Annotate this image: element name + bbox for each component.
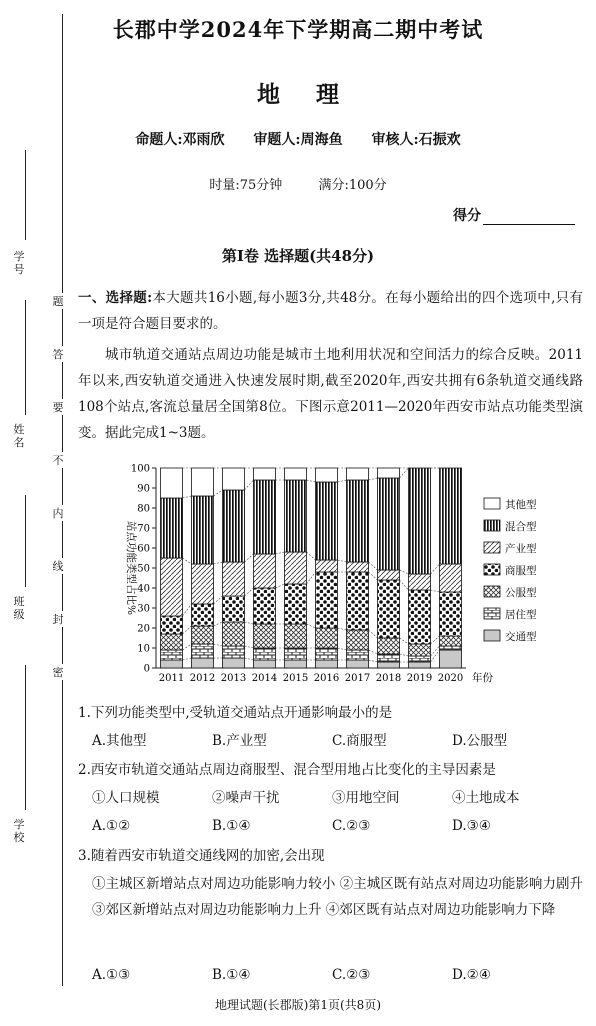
bar-segment — [161, 468, 183, 498]
seal-char: 不 — [52, 454, 64, 467]
connector-line — [338, 560, 347, 562]
margin-class-blank[interactable] — [25, 495, 26, 587]
bar-segment — [409, 468, 431, 574]
item-3: ③用地空间 — [332, 790, 400, 806]
question-2-items — [92, 785, 582, 811]
part-title: 第Ⅰ卷 选择题(共48分) — [221, 247, 375, 265]
bar-segment — [378, 570, 400, 580]
score-label: 得分 — [453, 208, 481, 224]
bar-segment — [347, 650, 369, 660]
option-b[interactable]: B.①④ — [212, 818, 251, 834]
item-1: ①人口规模 — [92, 790, 160, 806]
seal-char: 题 — [52, 295, 64, 308]
chart-svg — [106, 460, 546, 692]
legend-swatch — [484, 586, 500, 597]
bar-segment — [223, 562, 245, 596]
y-tick-label: 20 — [137, 623, 150, 635]
connector-line — [276, 584, 285, 588]
question-3-stem: 3.随着西安市轨道交通线网的加密,会出现 — [78, 848, 325, 864]
connector-line — [431, 650, 440, 662]
connector-line — [400, 638, 409, 644]
x-tick-label: 2012 — [189, 673, 216, 684]
y-tick-label: 40 — [137, 583, 150, 595]
duration: 时量:75分钟 — [209, 178, 283, 193]
y-tick-label: 50 — [137, 563, 150, 575]
legend-label: 其他型 — [505, 499, 537, 511]
bar-segment — [254, 660, 276, 668]
seal-char: 密 — [52, 666, 64, 679]
station-function-chart — [106, 460, 546, 692]
item-2: ②噪声干扰 — [212, 790, 280, 806]
bar-segment — [285, 660, 307, 668]
bar-segment — [161, 616, 183, 634]
bar-segment — [347, 562, 369, 572]
subject-title: 地理 — [257, 81, 375, 108]
bar-segment — [192, 604, 214, 626]
connector-line — [369, 562, 378, 570]
bar-segment — [347, 572, 369, 630]
connector-line — [431, 636, 440, 644]
bar-segment — [440, 564, 462, 592]
instruction — [78, 285, 583, 337]
y-tick-label: 90 — [137, 483, 150, 495]
passage: 城市轨道交通站点周边功能是城市土地利用状况和空间活力的综合反映。2011年以来,西安轨道交通进入快速发展时期,截至2020年,西安共拥有6条轨道交通线路108个站点,客流总量居全国第8位。下图示意2011—2020年西安市站点功能类型演变。据此完成1~3题。 — [78, 347, 583, 441]
bar-segment — [316, 572, 338, 628]
bar-segment — [316, 648, 338, 660]
x-tick-label: 2014 — [251, 673, 278, 684]
connector-line — [431, 646, 440, 656]
item-4: ④土地成本 — [452, 790, 520, 806]
bar-segment — [316, 660, 338, 668]
bar-segment — [192, 644, 214, 658]
connector-line — [245, 658, 254, 660]
option-b[interactable]: B.产业型 — [212, 733, 267, 749]
option-c[interactable]: C.②③ — [332, 967, 371, 983]
option-d[interactable]: D.②④ — [452, 967, 491, 983]
bar-segment — [161, 634, 183, 650]
score-blank[interactable] — [483, 210, 575, 225]
bar-segment — [409, 574, 431, 590]
connector-line — [369, 650, 378, 654]
question-1-stem: 1.下列功能类型中,受轨道交通站点开通影响最小的是 — [78, 705, 393, 721]
option-b[interactable]: B.①④ — [212, 967, 251, 983]
connector-line — [183, 496, 192, 498]
connector-line — [400, 570, 409, 574]
bar-segment — [316, 482, 338, 560]
bar-segment — [316, 468, 338, 482]
bar-segment — [409, 656, 431, 662]
bar-segment — [378, 478, 400, 570]
x-tick-label: 2020 — [437, 673, 464, 684]
seal-char: 要 — [52, 401, 64, 414]
connector-line — [400, 654, 409, 656]
connector-line — [183, 644, 192, 650]
instruction-lead: 一、选择题: — [78, 290, 153, 306]
bar-segment — [409, 644, 431, 656]
option-d[interactable]: D.③④ — [452, 818, 491, 834]
connector-line — [369, 478, 378, 480]
bar-segment — [285, 648, 307, 660]
instruction-text: 本大题共16小题,每小题3分,共48分。在每小题给出的四个选项中,只有一项是符合题目要求的。 — [78, 290, 583, 332]
legend-swatch — [484, 542, 500, 553]
bar-segment — [378, 638, 400, 654]
bar-segment — [378, 654, 400, 662]
bar-segment — [285, 584, 307, 624]
bar-segment — [223, 622, 245, 646]
school-title: 长郡中学2024年下学期高二期中考试 — [112, 17, 484, 42]
connector-line — [369, 572, 378, 580]
y-tick-label: 100 — [130, 463, 150, 475]
bar-segment — [223, 490, 245, 562]
option-c[interactable]: C.商服型 — [332, 733, 387, 749]
y-tick-label: 70 — [137, 523, 150, 535]
connector-line — [369, 660, 378, 662]
margin-school-blank[interactable] — [25, 665, 26, 810]
bar-segment — [440, 592, 462, 636]
y-tick-label: 10 — [137, 643, 150, 655]
connector-line — [245, 588, 254, 596]
seal-char: 封 — [52, 613, 64, 626]
connector-line — [431, 564, 440, 574]
margin-class-label: 班级 — [13, 595, 25, 621]
connector-line — [307, 480, 316, 482]
connector-line — [400, 468, 409, 478]
legend-label: 产业型 — [505, 543, 537, 555]
margin-student-id-label: 学号 — [13, 250, 25, 276]
connector-line — [338, 480, 347, 482]
connector-line — [338, 628, 347, 630]
bar-segment — [161, 650, 183, 660]
connector-line — [276, 552, 285, 554]
connector-line — [338, 648, 347, 650]
bar-segment — [254, 468, 276, 480]
x-tick-label: 2015 — [282, 673, 309, 684]
legend-swatch — [484, 630, 500, 641]
question-2-stem: 2.西安市轨道交通站点周边商服型、混合型用地占比变化的主导因素是 — [78, 762, 496, 778]
connector-line — [183, 626, 192, 634]
bar-segment — [192, 564, 214, 604]
connector-line — [183, 604, 192, 616]
staff-line — [0, 129, 596, 149]
legend-label: 商服型 — [505, 565, 537, 577]
x-tick-label: 2019 — [406, 673, 433, 684]
bar-segment — [254, 624, 276, 648]
bar-segment — [378, 580, 400, 638]
bar-segment — [223, 596, 245, 622]
bar-segment — [254, 480, 276, 554]
connector-line — [214, 644, 223, 646]
bar-segment — [440, 646, 462, 650]
score-field — [453, 205, 575, 225]
bar-segment — [285, 624, 307, 648]
seal-char: 答 — [52, 348, 64, 361]
connector-line — [245, 622, 254, 624]
connector-line — [431, 590, 440, 592]
checker: 审核人:石振欢 — [371, 132, 461, 148]
y-tick-label: 30 — [137, 603, 150, 615]
bar-segment — [254, 588, 276, 624]
bar-segment — [409, 590, 431, 644]
legend-label: 居住型 — [505, 609, 537, 621]
x-tick-label: 2013 — [220, 673, 247, 684]
margin-name-blank[interactable] — [25, 300, 26, 415]
bar-segment — [223, 646, 245, 658]
connector-line — [214, 490, 223, 496]
x-tick-label: 2016 — [313, 673, 340, 684]
option-a[interactable]: A.①② — [92, 818, 131, 834]
x-axis-label: 年份 — [472, 672, 493, 684]
bar-segment — [316, 560, 338, 572]
option-d[interactable]: D.公服型 — [452, 733, 508, 749]
y-tick-label: 80 — [137, 503, 150, 515]
y-tick-label: 60 — [137, 543, 150, 555]
bar-segment — [378, 468, 400, 478]
legend-label: 公服型 — [505, 587, 537, 599]
y-tick-label: 0 — [143, 663, 150, 675]
setter: 命题人:邓雨欣 — [135, 132, 225, 148]
full-score: 满分:100分 — [318, 178, 387, 193]
connector-line — [307, 572, 316, 584]
timing-line — [0, 174, 596, 193]
x-tick-label: 2018 — [375, 673, 402, 684]
connector-line — [214, 596, 223, 604]
bar-segment — [440, 468, 462, 564]
connector-line — [400, 580, 409, 590]
seal-char: 内 — [52, 507, 64, 520]
option-a[interactable]: A.①③ — [92, 967, 131, 983]
bar-segment — [192, 496, 214, 564]
bar-segment — [161, 660, 183, 668]
bar-segment — [347, 480, 369, 562]
reviewer: 审题人:周海鱼 — [253, 132, 343, 148]
margin-student-id-blank[interactable] — [25, 150, 26, 240]
option-c[interactable]: C.②③ — [332, 818, 371, 834]
question-1-options — [92, 728, 582, 754]
bar-segment — [285, 552, 307, 584]
connector-line — [245, 554, 254, 562]
page-footer: 地理试题(长郡版)第1页(共8页) — [215, 998, 381, 1012]
connector-line — [183, 658, 192, 660]
legend-swatch — [484, 564, 500, 575]
legend-swatch — [484, 520, 500, 531]
legend-label: 混合型 — [505, 521, 537, 533]
margin-name-label: 姓名 — [13, 423, 25, 449]
bar-segment — [316, 628, 338, 648]
bar-segment — [161, 498, 183, 558]
connector-line — [369, 630, 378, 638]
binding-line — [62, 14, 63, 986]
connector-line — [245, 646, 254, 648]
bar-segment — [347, 468, 369, 480]
bar-segment — [192, 626, 214, 644]
x-tick-label: 2011 — [158, 673, 185, 684]
legend-swatch — [484, 608, 500, 619]
connector-line — [214, 622, 223, 626]
bar-segment — [254, 648, 276, 660]
bar-segment — [440, 636, 462, 646]
seal-char: 线 — [52, 560, 64, 573]
bar-segment — [161, 558, 183, 616]
connector-line — [307, 552, 316, 560]
connector-line — [245, 480, 254, 490]
legend-label: 交通型 — [505, 631, 537, 643]
bar-segment — [347, 660, 369, 668]
question-2-options — [92, 813, 582, 839]
connector-line — [214, 562, 223, 564]
bar-segment — [440, 650, 462, 668]
legend-swatch — [484, 498, 500, 509]
bar-segment — [254, 554, 276, 588]
x-tick-label: 2017 — [344, 673, 371, 684]
bar-segment — [223, 468, 245, 490]
connector-line — [183, 558, 192, 564]
bar-segment — [285, 480, 307, 552]
bar-segment — [409, 662, 431, 668]
question-3-body: ①主城区新增站点对周边功能影响力较小 ②主城区既有站点对周边功能影响力剧升 ③郊区新增站点对周边功能影响力上升 ④郊区既有站点对周边功能影响力下降 — [92, 876, 583, 918]
margin-school-label: 学校 — [13, 818, 25, 844]
question-3-options — [92, 962, 582, 988]
bar-segment — [192, 658, 214, 668]
bar-segment — [285, 468, 307, 480]
bar-segment — [223, 658, 245, 668]
option-a[interactable]: A.其他型 — [92, 733, 147, 749]
bar-segment — [192, 468, 214, 496]
bar-segment — [347, 630, 369, 650]
bar-segment — [378, 662, 400, 668]
connector-line — [307, 624, 316, 628]
y-axis-label: 站点功能类型占比% — [125, 521, 137, 615]
